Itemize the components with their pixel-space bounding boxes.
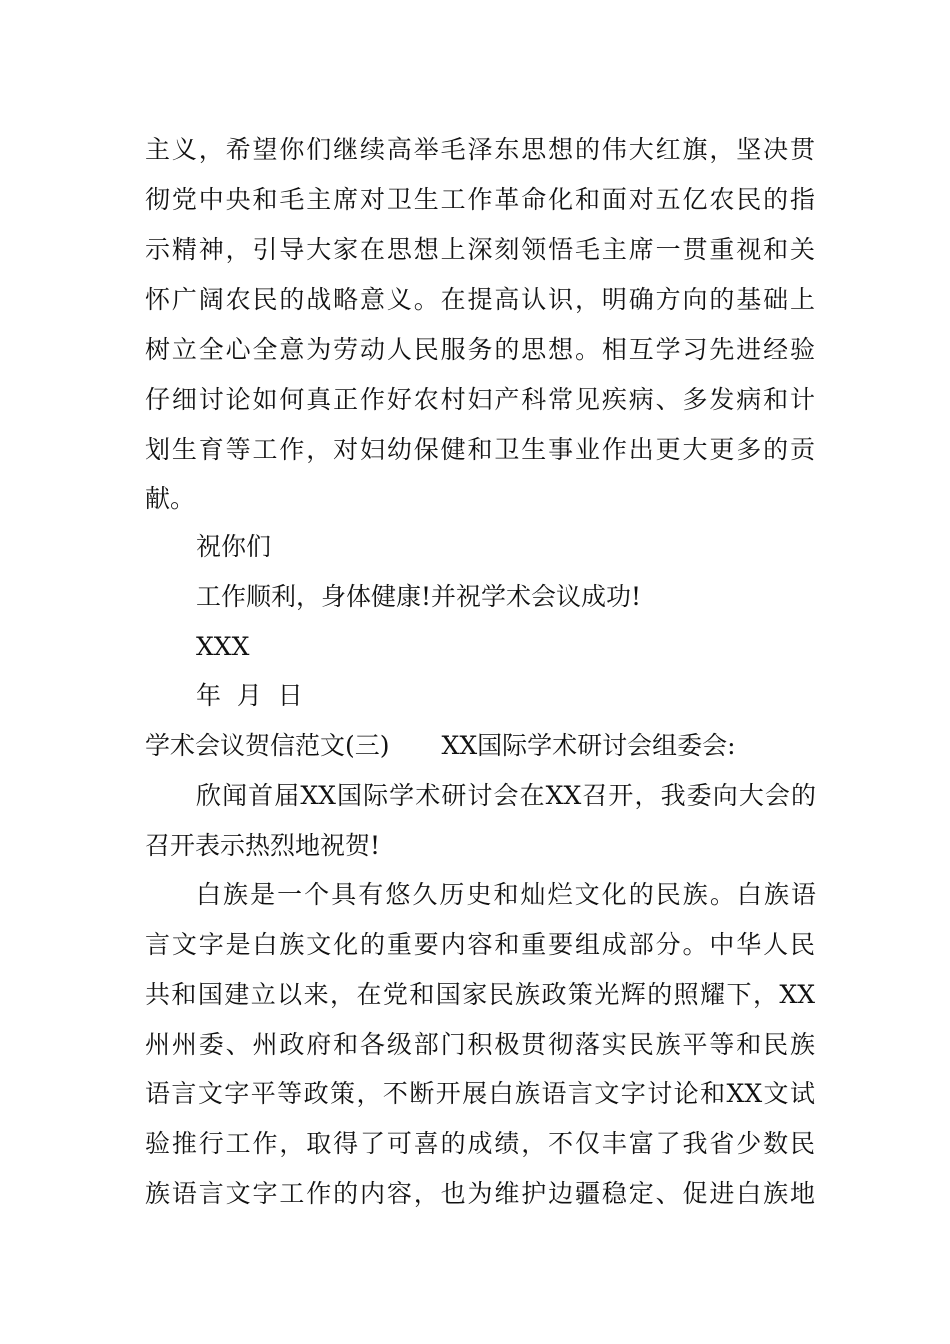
date-line: 年 月 日 — [196, 681, 303, 710]
paragraph-line: 共和国建立以来，在党和国家民族政策光辉的照耀下，XX — [145, 980, 815, 1009]
closing-greeting: 祝你们 — [196, 532, 272, 561]
paragraph-line: 语言文字平等政策，不断开展白族语言文字讨论和XX文试 — [145, 1079, 815, 1108]
paragraph-line: 验推行工作，取得了可喜的成绩，不仅丰富了我省少数民 — [145, 1129, 815, 1158]
paragraph-line: 树立全心全意为劳动人民服务的思想。相互学习先进经验 — [145, 335, 815, 364]
section-title: 学术会议贺信范文(三) — [145, 731, 390, 760]
section-heading — [145, 726, 815, 766]
paragraph-line: 仔细讨论如何真正作好农村妇产科常见疾病、多发病和计 — [145, 385, 815, 414]
paragraph-line: 州州委、州政府和各级部门积极贯彻落实民族平等和民族 — [145, 1030, 815, 1059]
paragraph-line: 划生育等工作，对妇幼保健和卫生事业作出更大更多的贡 — [145, 435, 815, 464]
paragraph-line: 召开表示热烈地祝贺! — [145, 831, 381, 860]
signature: XXX — [196, 632, 250, 661]
paragraph-line: 示精神，引导大家在思想上深刻领悟毛主席一贯重视和关 — [145, 235, 815, 264]
paragraph-line: 白族是一个具有悠久历史和灿烂文化的民族。白族语 — [196, 880, 816, 909]
paragraph-line: 怀广阔农民的战略意义。在提高认识，明确方向的基础上 — [145, 285, 815, 314]
paragraph-line: 欣闻首届XX国际学术研讨会在XX召开，我委向大会的 — [196, 781, 816, 810]
paragraph-line: 主义，希望你们继续高举毛泽东思想的伟大红旗，坚决贯 — [145, 135, 815, 164]
paragraph-line: 族语言文字工作的内容，也为维护边疆稳定、促进白族地 — [145, 1179, 815, 1208]
closing-wish: 工作顺利，身体健康!并祝学术会议成功! — [196, 582, 642, 611]
paragraph-line: 言文字是白族文化的重要内容和重要组成部分。中华人民 — [145, 930, 815, 959]
paragraph-line: 彻党中央和毛主席对卫生工作革命化和面对五亿农民的指 — [145, 185, 815, 214]
addressee: XX国际学术研讨会组委会: — [441, 731, 736, 760]
paragraph-line: 献。 — [145, 484, 196, 513]
